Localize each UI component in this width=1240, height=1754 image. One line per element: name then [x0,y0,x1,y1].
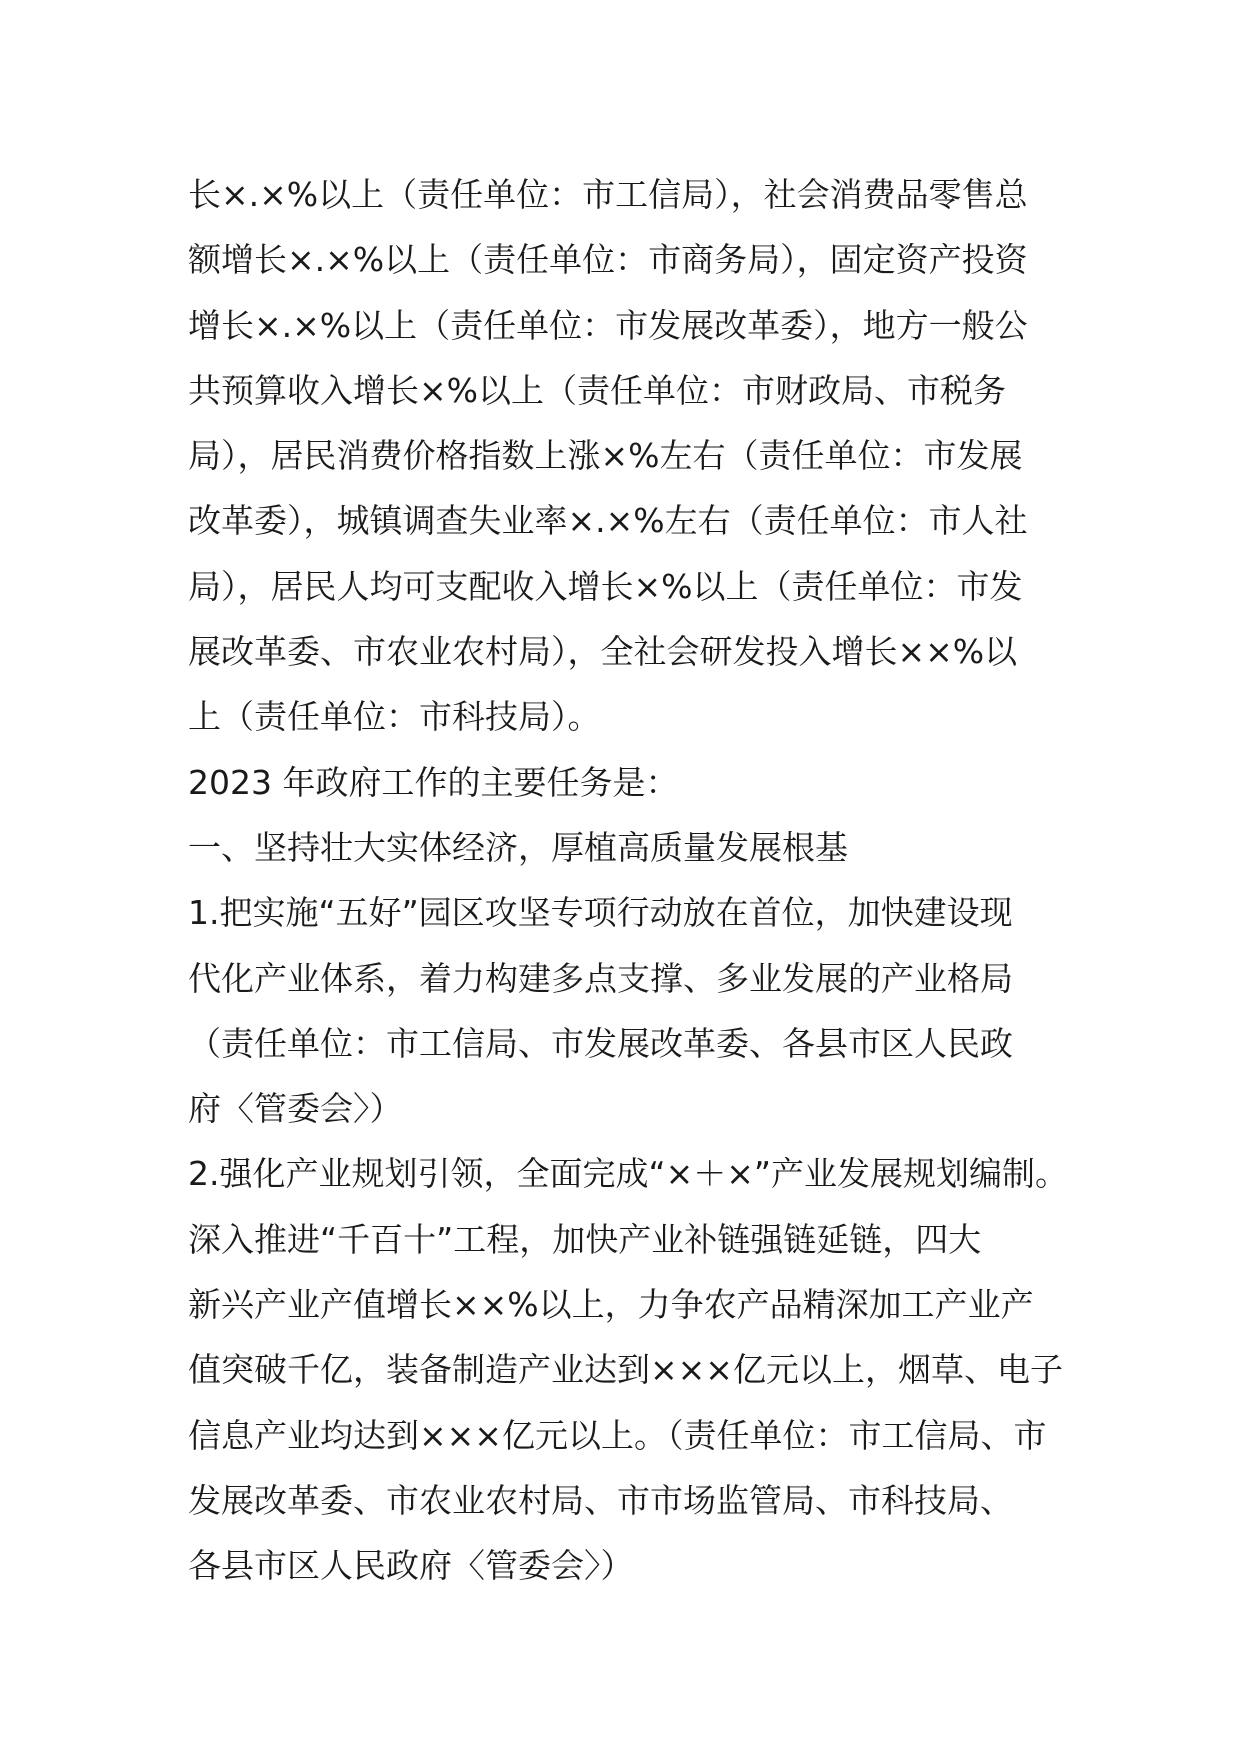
text-line: 新兴产业产值增长××%以上，力争农产品精深加工产业产 [188,1285,1034,1325]
text-line: 值突破千亿，装备制造产业达到×××亿元以上，烟草、电子 [188,1350,1063,1390]
text-line: 局），居民人均可支配收入增长×%以上（责任单位：市发 [188,566,1023,606]
text-line: 府〈管委会〉） [188,1089,403,1129]
text-line: 展改革委、市农业农村局），全社会研发投入增长××%以 [188,632,1018,672]
text-line: 长×.×%以上（责任单位：市工信局），社会消费品零售总 [188,175,1028,214]
text-line: 局），居民消费价格指数上涨×%左右（责任单位：市发展 [188,436,1023,476]
text-line: 额增长×.×%以上（责任单位：市商务局），固定资产投资 [188,240,1028,280]
document-body [188,162,1088,1599]
text-line: 增长×.×%以上（责任单位：市发展改革委），地方一般公 [188,305,1028,345]
text-line: 信息产业均达到×××亿元以上。（责任单位：市工信局、市 [188,1415,1047,1455]
text-line: 发展改革委、市农业农村局、市市场监管局、市科技局、 [188,1480,1013,1520]
section-heading: 一、坚持壮大实体经济，厚植高质量发展根基 [188,827,848,867]
text-line: 2.强化产业规划引领，全面完成“×＋×”产业发展规划编制。 [188,1154,1068,1194]
text-line: （责任单位：市工信局、市发展改革委、各县市区人民政 [188,1023,1013,1063]
text-line: 改革委），城镇调查失业率×.×%左右（责任单位：市人社 [188,501,1028,541]
text-line: 共预算收入增长×%以上（责任单位：市财政局、市税务 [188,370,1007,410]
text-line: 深入推进“千百十”工程，加快产业补链强链延链，四大 [188,1219,982,1259]
text-line: 上（责任单位：市科技局）。 [188,697,601,737]
text-line: 2023 年政府工作的主要任务是： [188,762,679,802]
text-line: 代化产业体系，着力构建多点支撑、多业发展的产业格局 [188,958,1013,998]
text-line: 各县市区人民政府〈管委会〉） [188,1546,634,1586]
text-line: 1.把实施“五好”园区攻坚专项行动放在首位，加快建设现 [188,893,1013,933]
